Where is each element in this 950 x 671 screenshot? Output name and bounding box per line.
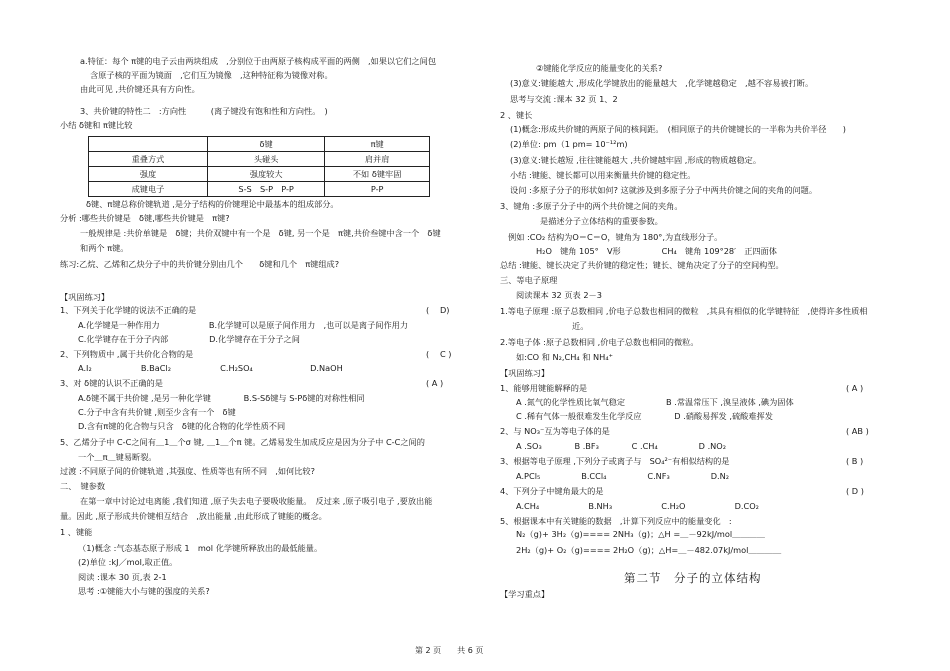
table-cell: 成键电子 — [89, 182, 208, 197]
text-line: N₂（g)+ 3H₂（g)==== 2NH₃（g)；△H =＿－92kJ/mol＿＿＿＿ — [516, 529, 765, 539]
text-line: 【巩固练习】 — [500, 368, 550, 378]
table-row — [89, 182, 430, 197]
text-line: 3、共价键的特性二 :方向性 (离子键没有饱和性和方向性。 ) — [80, 106, 328, 116]
table-cell: 重叠方式 — [89, 152, 208, 167]
text-line: 和两个 π键。 — [80, 243, 129, 253]
text-line: (1)概念:形成共价键的两原子间的核间距。 (相同原子的共价键键长的一半称为共价半径 ) — [510, 124, 846, 134]
table-row — [89, 137, 430, 152]
answer-key: ( D ) — [846, 486, 864, 496]
text-line: 1 、键能 — [60, 527, 93, 537]
page-footer: 第 2 页 共 6 页 — [415, 646, 484, 655]
text-line: 总结 :键能、键长决定了共价键的稳定性；键长、键角决定了分子的空间构型。 — [500, 260, 784, 270]
text-line: （1)概念 :气态基态原子形成 1 mol 化学键所释放出的最低能量。 — [78, 543, 323, 553]
text-line: C.化学键存在于分子内部 D.化学键存在于分子之间 — [78, 334, 300, 344]
text-line: ②键能化学反应的能量变化的关系? — [536, 63, 663, 73]
text-line: D.含有π键的化合物与只含 δ键的化合物的化学性质不同 — [78, 421, 286, 431]
text-line: A.I₂ B.BaCl₂ C.H₂SO₄ D.NaOH — [78, 363, 343, 373]
text-line: 4、下列分子中键角最大的是 — [500, 486, 604, 496]
text-line: 1、能够用键能解释的是 — [500, 383, 588, 393]
text-line: 5、乙烯分子中 C-C之间有＿1＿个σ 键, ＿1＿个π 键。乙烯易发生加成反应是因为分子中 C-C之间的 — [60, 437, 425, 447]
text-line: 分析 :哪些共价键是 δ键,哪些共价键是 π键? — [60, 213, 230, 223]
answer-key: ( C ) — [426, 349, 452, 359]
text-line: A.CH₄ B.NH₃ C.H₂O D.CO₂ — [516, 501, 759, 511]
text-line: 是描述分子立体结构的重要参数。 — [540, 216, 663, 226]
table-cell: 强度较大 — [208, 167, 325, 182]
text-line: C .稀有气体一般很难发生化学反应 D .硝酸易挥发 ,硫酸难挥发 — [516, 411, 773, 421]
text-line: 1、下列关于化学键的说法不正确的是 — [60, 305, 197, 315]
text-line: 如:CO 和 N₂,CH₄ 和 NH₄⁺ — [516, 352, 613, 362]
text-line: 3、根据等电子原理 ,下列分子或离子与 SO₄²⁻有相似结构的是 — [500, 456, 730, 466]
table-cell: S-S S-P P-P — [208, 182, 325, 197]
table-cell: 头碰头 — [208, 152, 325, 167]
text-line: (2)单位 :kJ／mol,取正值。 — [78, 557, 178, 567]
table-cell: 肩并肩 — [325, 152, 430, 167]
answer-key: ( A ) — [426, 378, 444, 388]
text-line: A .SO₃ B .BF₃ C .CH₄ D .NO₂ — [516, 441, 727, 451]
table-cell: 不如 δ键牢固 — [325, 167, 430, 182]
text-line: 量。因此 ,原子形成共价键相互结合 ,放出能量 ,由此形成了键能的概念。 — [60, 511, 327, 521]
table-cell — [89, 137, 208, 152]
answer-key: ( AB ) — [846, 426, 869, 436]
text-line: 一般规律是 :共价单键是 δ键；共价双键中有一个是 δ键, 另一个是 π键,共价叁键中含一个 δ键 — [80, 228, 441, 238]
table-cell: δ键 — [208, 137, 325, 152]
text-line: 2H₂（g)+ O₂（g)==== 2H₂O（g)；△H=＿－482.07kJ/mol＿＿＿＿ — [516, 545, 782, 555]
text-line: 2 、键长 — [500, 110, 533, 120]
text-line: 近。 — [572, 321, 589, 331]
text-line: δ键、π键总称价键轨道 ,是分子结构的价键理论中最基本的组成部分。 — [86, 199, 339, 209]
text-line: A.PCl₅ B.CCl₄ C.NF₃ D.N₂ — [516, 471, 730, 481]
text-line: (3)意义:键能越大 ,形成化学键放出的能量越大 ,化学键越稳定 ,越不容易被打断。 — [510, 78, 814, 88]
text-line: H₂O 键角 105° V形 CH₄ 键角 109°28′ 正四面体 — [536, 246, 777, 256]
text-line: a.特征：每个 π键的电子云由两块组成 ,分别位于由两原子核构成平面的两侧 ,如果以它们之间包 — [80, 56, 437, 66]
text-line: 2、下列物质中 ,属于共价化合物的是 — [60, 349, 194, 359]
answer-key: ( A ) — [846, 383, 864, 393]
text-line: (3)意义:键长越短 ,往往键能越大 ,共价键越牢固 ,形成的物质越稳定。 — [510, 155, 762, 165]
text-line: 小结 δ键和 π键比较 — [60, 120, 133, 130]
text-line: 阅读课本 32 页表 2－3 — [516, 290, 602, 300]
text-line: 思考与交流 :课本 32 页 1、2 — [510, 94, 618, 104]
text-line: 【学习重点】 — [500, 589, 550, 599]
answer-key: ( D) — [426, 305, 450, 315]
text-line: C.分子中含有共价键 ,则至少含有一个 δ键 — [78, 407, 236, 417]
text-line: 过渡 :不同原子间的价键轨道 ,其强度、性质等也有所不同 ,如何比较? — [60, 466, 315, 476]
text-line: 例如 :CO₂ 结构为O＝C＝O，键角为 180°,为直线形分子。 — [508, 232, 723, 242]
bond-comparison-table — [88, 136, 430, 197]
table-row — [89, 152, 430, 167]
answer-key: ( B ) — [846, 456, 864, 466]
section-title: 第二节 分子的立体结构 — [624, 571, 762, 585]
text-line: 3、键角 :多原子分子中的两个共价键之间的夹角。 — [500, 201, 683, 211]
text-line: A.化学键是一种作用力 B.化学键可以是原子间作用力 ,也可以是离子间作用力 — [78, 320, 409, 330]
table-row — [89, 167, 430, 182]
text-line: 三、等电子原理 — [500, 275, 558, 285]
text-line: 阅读 :课本 30 页,表 2-1 — [78, 572, 167, 582]
text-line: 在第一章中讨论过电离能 ,我们知道 ,原子失去电子要吸收能量。 反过来 ,原子吸引电子 ,要放出能 — [80, 496, 433, 506]
text-line: A .氮气的化学性质比氧气稳定 B .常温常压下 ,溴呈液体 ,碘为固体 — [516, 397, 794, 407]
text-line: 由此可见 ,共价键还具有方向性。 — [80, 84, 200, 94]
text-line: 含原子核的平面为镜面 ,它们互为镜像 ,这种特征称为镜像对称。 — [90, 70, 333, 80]
text-line: 一个＿π＿键易断裂。 — [78, 452, 157, 462]
text-line: A.δ键不属于共价键 ,是另一种化学键 B.S-Sδ键与 S-Pδ键的对称性相同 — [78, 393, 365, 403]
text-line: 【巩固练习】 — [60, 292, 110, 302]
text-line: 设问 :多原子分子的形状如何? 这就涉及到多原子分子中两共价键之间的夹角的问题。 — [510, 185, 818, 195]
text-line: (2)单位: pm（1 pm= 10⁻¹²m) — [510, 139, 628, 149]
text-line: 二、 键参数 — [60, 481, 106, 491]
text-line: 练习:乙烷、乙烯和乙炔分子中的共价键分别由几个 δ键和几个 π键组成? — [60, 259, 340, 269]
table-cell: π键 — [325, 137, 430, 152]
table-cell: 强度 — [89, 167, 208, 182]
text-line: 5、根据课本中有关键能的数据 ,计算下列反应中的能量变化 : — [500, 516, 732, 526]
text-line: 1.等电子原理 :原子总数相同 ,价电子总数也相同的微粒 ,其具有相似的化学键特征 ,使得许多性质相 — [500, 306, 868, 316]
text-line: 2、与 NO₃⁻互为等电子体的是 — [500, 426, 610, 436]
text-line: 3、对 δ键的认识不正确的是 — [60, 378, 163, 388]
text-line: 思考 :①键能大小与键的强度的关系? — [78, 586, 210, 596]
table-cell: P-P — [325, 182, 430, 197]
text-line: 2.等电子体 :原子总数相同 ,价电子总数也相同的微粒。 — [500, 337, 699, 347]
text-line: 小结 :键能、键长都可以用来衡量共价键的稳定性。 — [510, 170, 696, 180]
